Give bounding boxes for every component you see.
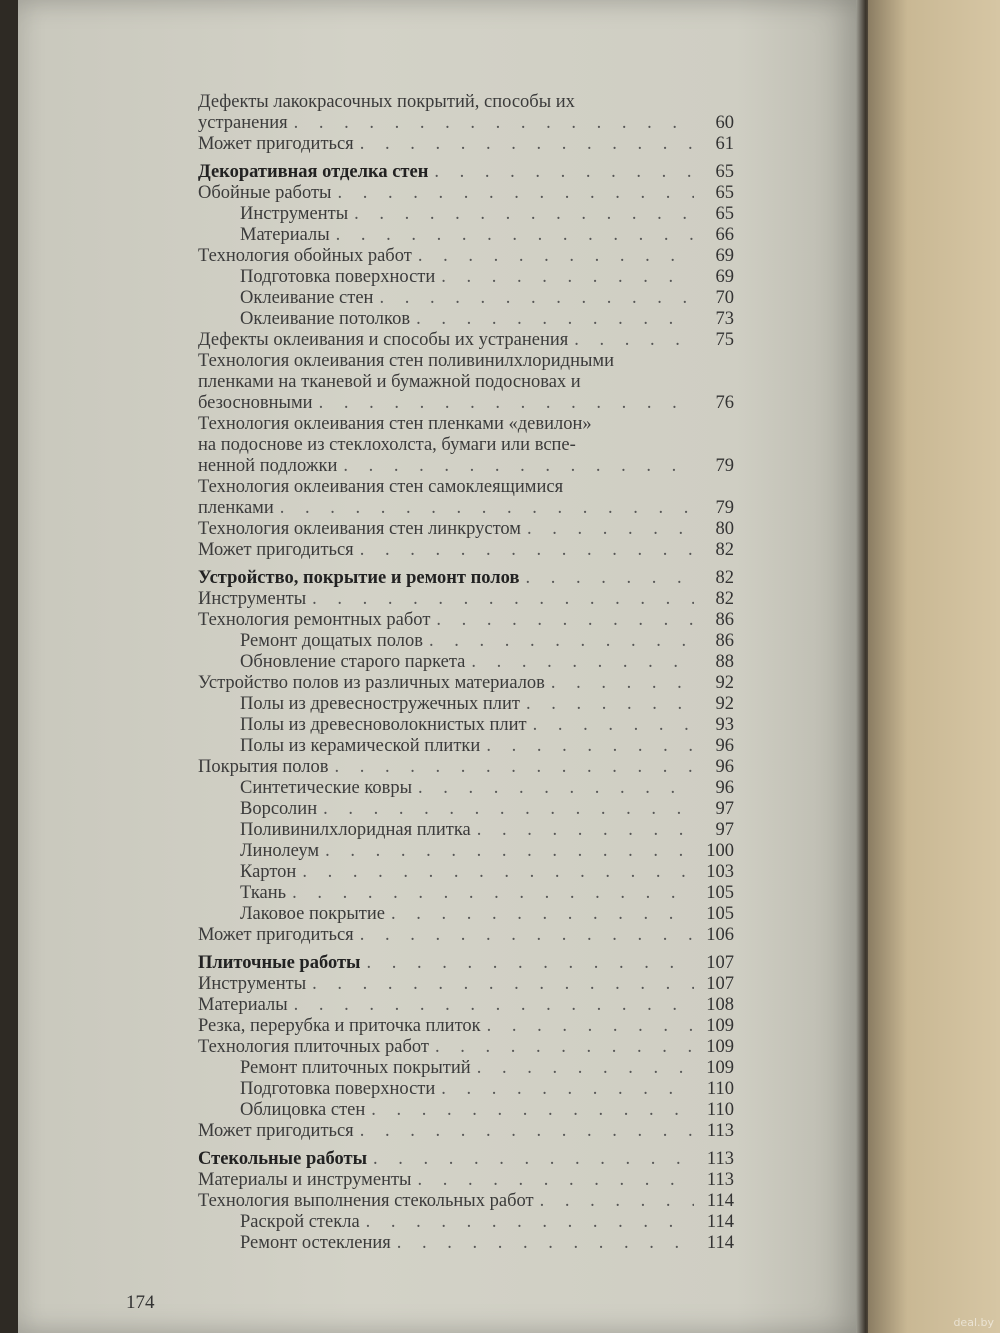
toc-entry	[198, 1233, 734, 1254]
toc-entry	[198, 183, 734, 204]
toc-page-number: 96	[715, 757, 734, 777]
toc-entry	[198, 1058, 734, 1079]
toc-entry	[198, 904, 734, 925]
dot-leader	[533, 715, 694, 736]
table-of-contents	[198, 92, 734, 1254]
toc-entry	[198, 134, 734, 155]
toc-page-number: 66	[715, 225, 734, 245]
toc-entry	[198, 883, 734, 904]
toc-entry-title: Линолеум	[240, 841, 320, 861]
dot-leader	[360, 925, 694, 946]
dot-leader	[366, 1212, 694, 1233]
toc-entry-title: Оклеивание потолков	[240, 309, 411, 329]
toc-page-number: 65	[715, 162, 734, 182]
toc-entry	[198, 589, 734, 610]
toc-entry-title: Ткань	[240, 883, 287, 903]
toc-entry-title: Картон	[240, 862, 297, 882]
toc-page-number: 105	[706, 904, 734, 924]
toc-entry-title: Декоративная отделка стен	[198, 162, 429, 182]
dot-leader	[435, 1037, 694, 1058]
toc-entry-title: Раскрой стекла	[240, 1212, 360, 1232]
toc-entry-title: Материалы	[240, 225, 330, 245]
toc-entry	[198, 757, 734, 778]
toc-entry	[198, 925, 734, 946]
toc-entry-title: Инструменты	[198, 974, 307, 994]
toc-entry	[198, 1079, 734, 1100]
toc-entry-title: Технология плиточных работ	[198, 1037, 429, 1057]
toc-entry-line: Технология оклеивания стен пленками «девилон»	[198, 414, 592, 434]
toc-entry-title: Может пригодиться	[198, 1121, 354, 1141]
toc-page-number: 114	[706, 1191, 734, 1211]
toc-entry	[198, 1191, 734, 1212]
toc-page-number: 79	[715, 498, 734, 518]
dot-leader	[486, 736, 694, 757]
toc-entry	[198, 246, 734, 267]
dot-leader	[540, 1191, 694, 1212]
toc-entry-title: Подготовка поверхности	[240, 267, 436, 287]
dot-leader	[335, 757, 694, 778]
toc-entry	[198, 92, 734, 134]
toc-page-number: 82	[715, 540, 734, 560]
toc-page-number: 86	[715, 631, 734, 651]
toc-entry-title: Стекольные работы	[198, 1149, 368, 1169]
dot-leader	[371, 1100, 694, 1121]
toc-entry	[198, 477, 734, 519]
toc-entry	[198, 267, 734, 288]
dot-leader	[418, 778, 694, 799]
toc-entry	[198, 820, 734, 841]
toc-page-number: 88	[715, 652, 734, 672]
toc-page-number: 92	[715, 673, 734, 693]
toc-entry-title: устранения	[198, 113, 288, 133]
dot-leader	[367, 953, 695, 974]
dot-leader	[436, 610, 694, 631]
toc-page-number: 113	[706, 1149, 734, 1169]
toc-page-number: 76	[715, 393, 734, 413]
toc-entry	[198, 841, 734, 862]
toc-page-number: 75	[715, 330, 734, 350]
toc-entry-title: Инструменты	[198, 589, 307, 609]
toc-entry	[198, 162, 734, 183]
toc-entry	[198, 351, 734, 414]
dot-leader	[526, 694, 694, 715]
toc-page-number: 82	[715, 589, 734, 609]
facing-page	[868, 0, 1000, 1333]
toc-page-number: 80	[715, 519, 734, 539]
dot-leader	[336, 225, 694, 246]
toc-entry-title: Обновление старого паркета	[240, 652, 466, 672]
toc-entry	[198, 1149, 734, 1170]
toc-entry	[198, 694, 734, 715]
toc-entry-line: Дефекты лакокрасочных покрытий, способы их	[198, 92, 575, 112]
toc-entry-title: безосновными	[198, 393, 313, 413]
toc-entry	[198, 610, 734, 631]
toc-entry	[198, 204, 734, 225]
toc-entry	[198, 631, 734, 652]
toc-entry-title: Ремонт дощатых полов	[240, 631, 423, 651]
toc-entry-title: Ремонт остекления	[240, 1233, 391, 1253]
toc-entry-title: Технология выполнения стекольных работ	[198, 1191, 534, 1211]
toc-page-number: 82	[715, 568, 734, 588]
toc-page-number: 96	[715, 778, 734, 798]
toc-page-number: 73	[715, 309, 734, 329]
toc-page-number: 109	[706, 1016, 734, 1036]
toc-entry	[198, 1016, 734, 1037]
dot-leader	[418, 246, 694, 267]
dot-leader	[441, 1079, 694, 1100]
dot-leader	[354, 204, 694, 225]
toc-page-number: 114	[706, 1233, 734, 1253]
toc-entry	[198, 953, 734, 974]
toc-page-number: 92	[715, 694, 734, 714]
toc-page-number: 105	[706, 883, 734, 903]
toc-page-number: 96	[715, 736, 734, 756]
toc-entry	[198, 288, 734, 309]
toc-page-number: 69	[715, 267, 734, 287]
toc-entry-line: пленками на тканевой и бумажной подосновах и	[198, 372, 581, 392]
toc-entry-title: Материалы и инструменты	[198, 1170, 412, 1190]
toc-entry	[198, 568, 734, 589]
toc-entry-title: Поливинилхлоридная плитка	[240, 820, 471, 840]
toc-entry-title: Ворсолин	[240, 799, 318, 819]
dot-leader	[337, 183, 694, 204]
toc-page-number: 113	[706, 1170, 734, 1190]
dot-leader	[325, 841, 694, 862]
dot-leader	[551, 673, 694, 694]
toc-page-number: 69	[715, 246, 734, 266]
page-number: 174	[126, 1292, 155, 1313]
toc-page-number: 110	[706, 1079, 734, 1099]
toc-page-number: 93	[715, 715, 734, 735]
toc-page-number: 97	[715, 799, 734, 819]
dot-leader	[294, 113, 694, 134]
dot-leader	[360, 1121, 694, 1142]
toc-page-number: 103	[706, 862, 734, 882]
toc-entry	[198, 974, 734, 995]
dot-leader	[312, 974, 694, 995]
toc-entry-title: Полы из керамической плитки	[240, 736, 481, 756]
toc-entry-title: Инструменты	[240, 204, 349, 224]
dot-leader	[292, 883, 694, 904]
toc-entry	[198, 652, 734, 673]
toc-entry-title: Обойные работы	[198, 183, 332, 203]
toc-entry-title: Ремонт плиточных покрытий	[240, 1058, 471, 1078]
dot-leader	[429, 631, 694, 652]
toc-entry-title: Дефекты оклеивания и способы их устранения	[198, 330, 569, 350]
toc-entry	[198, 540, 734, 561]
toc-page-number: 114	[706, 1212, 734, 1232]
toc-page-number: 113	[706, 1121, 734, 1141]
toc-page-number: 107	[706, 974, 734, 994]
toc-entry-title: Оклеивание стен	[240, 288, 374, 308]
toc-entry	[198, 1212, 734, 1233]
dot-leader	[312, 589, 694, 610]
toc-entry	[198, 1121, 734, 1142]
toc-page-number: 108	[706, 995, 734, 1015]
toc-entry-title: пленками	[198, 498, 274, 518]
dot-leader	[360, 134, 694, 155]
toc-entry-title: Может пригодиться	[198, 540, 354, 560]
dot-leader	[477, 1058, 694, 1079]
toc-page-number: 109	[706, 1058, 734, 1078]
dot-leader	[397, 1233, 694, 1254]
toc-entry-title: Технология ремонтных работ	[198, 610, 431, 630]
toc-entry-line: на подоснове из стеклохолста, бумаги или вспе-	[198, 435, 576, 455]
dot-leader	[302, 862, 694, 883]
toc-entry-title: Подготовка поверхности	[240, 1079, 436, 1099]
dot-leader	[471, 652, 694, 673]
toc-entry-title: Плиточные работы	[198, 953, 361, 973]
toc-page-number: 79	[715, 456, 734, 476]
dot-leader	[343, 456, 694, 477]
toc-entry	[198, 778, 734, 799]
toc-entry	[198, 862, 734, 883]
dot-leader	[373, 1149, 694, 1170]
dot-leader	[379, 288, 694, 309]
toc-entry	[198, 1037, 734, 1058]
toc-entry-title: Облицовка стен	[240, 1100, 366, 1120]
toc-entry	[198, 519, 734, 540]
toc-entry-title: Лаковое покрытие	[240, 904, 385, 924]
toc-page-number: 106	[706, 925, 734, 945]
toc-entry	[198, 799, 734, 820]
toc-entry-title: ненной подложки	[198, 456, 338, 476]
toc-entry-title: Устройство, покрытие и ремонт полов	[198, 568, 520, 588]
dot-leader	[360, 540, 694, 561]
toc-entry	[198, 995, 734, 1016]
watermark: deal.by	[953, 1316, 994, 1329]
dot-leader	[280, 498, 694, 519]
toc-entry-title: Синтетические ковры	[240, 778, 413, 798]
toc-page-number: 100	[706, 841, 734, 861]
dot-leader	[434, 162, 694, 183]
toc-page-number: 107	[706, 953, 734, 973]
dot-leader	[323, 799, 694, 820]
dot-leader	[477, 820, 694, 841]
toc-page-number: 86	[715, 610, 734, 630]
toc-entry-line: Технология оклеивания стен самоклеящимися	[198, 477, 564, 497]
dot-leader	[319, 393, 694, 414]
dot-leader	[417, 1170, 694, 1191]
toc-page-number: 109	[706, 1037, 734, 1057]
toc-entry-title: Может пригодиться	[198, 925, 354, 945]
dot-leader	[294, 995, 694, 1016]
dot-leader	[391, 904, 694, 925]
dot-leader	[527, 519, 694, 540]
toc-entry-title: Технология оклеивания стен линкрустом	[198, 519, 522, 539]
dot-leader	[574, 330, 694, 351]
toc-entry	[198, 414, 734, 477]
toc-page-number: 97	[715, 820, 734, 840]
toc-entry-title: Устройство полов из различных материалов	[198, 673, 545, 693]
dot-leader	[525, 568, 694, 589]
toc-page-number: 65	[715, 204, 734, 224]
toc-entry	[198, 309, 734, 330]
dot-leader	[487, 1016, 694, 1037]
toc-entry-title: Материалы	[198, 995, 288, 1015]
toc-page-number: 65	[715, 183, 734, 203]
toc-entry-title: Может пригодиться	[198, 134, 354, 154]
toc-entry-title: Резка, перерубка и приточка плиток	[198, 1016, 481, 1036]
toc-entry	[198, 715, 734, 736]
toc-page-number: 60	[715, 113, 734, 133]
toc-page-number: 70	[715, 288, 734, 308]
toc-entry	[198, 225, 734, 246]
toc-entry-title: Покрытия полов	[198, 757, 329, 777]
toc-entry-line: Технология оклеивания стен поливинилхлоридными	[198, 351, 615, 371]
toc-entry	[198, 1100, 734, 1121]
toc-entry-title: Полы из древесностружечных плит	[240, 694, 520, 714]
toc-entry	[198, 1170, 734, 1191]
toc-entry	[198, 736, 734, 757]
toc-entry	[198, 330, 734, 351]
toc-page-number: 61	[715, 134, 734, 154]
toc-entry	[198, 673, 734, 694]
dot-leader	[441, 267, 694, 288]
toc-entry-title: Технология обойных работ	[198, 246, 412, 266]
dot-leader	[416, 309, 694, 330]
toc-page-number: 110	[706, 1100, 734, 1120]
toc-entry-title: Полы из древесноволокнистых плит	[240, 715, 527, 735]
